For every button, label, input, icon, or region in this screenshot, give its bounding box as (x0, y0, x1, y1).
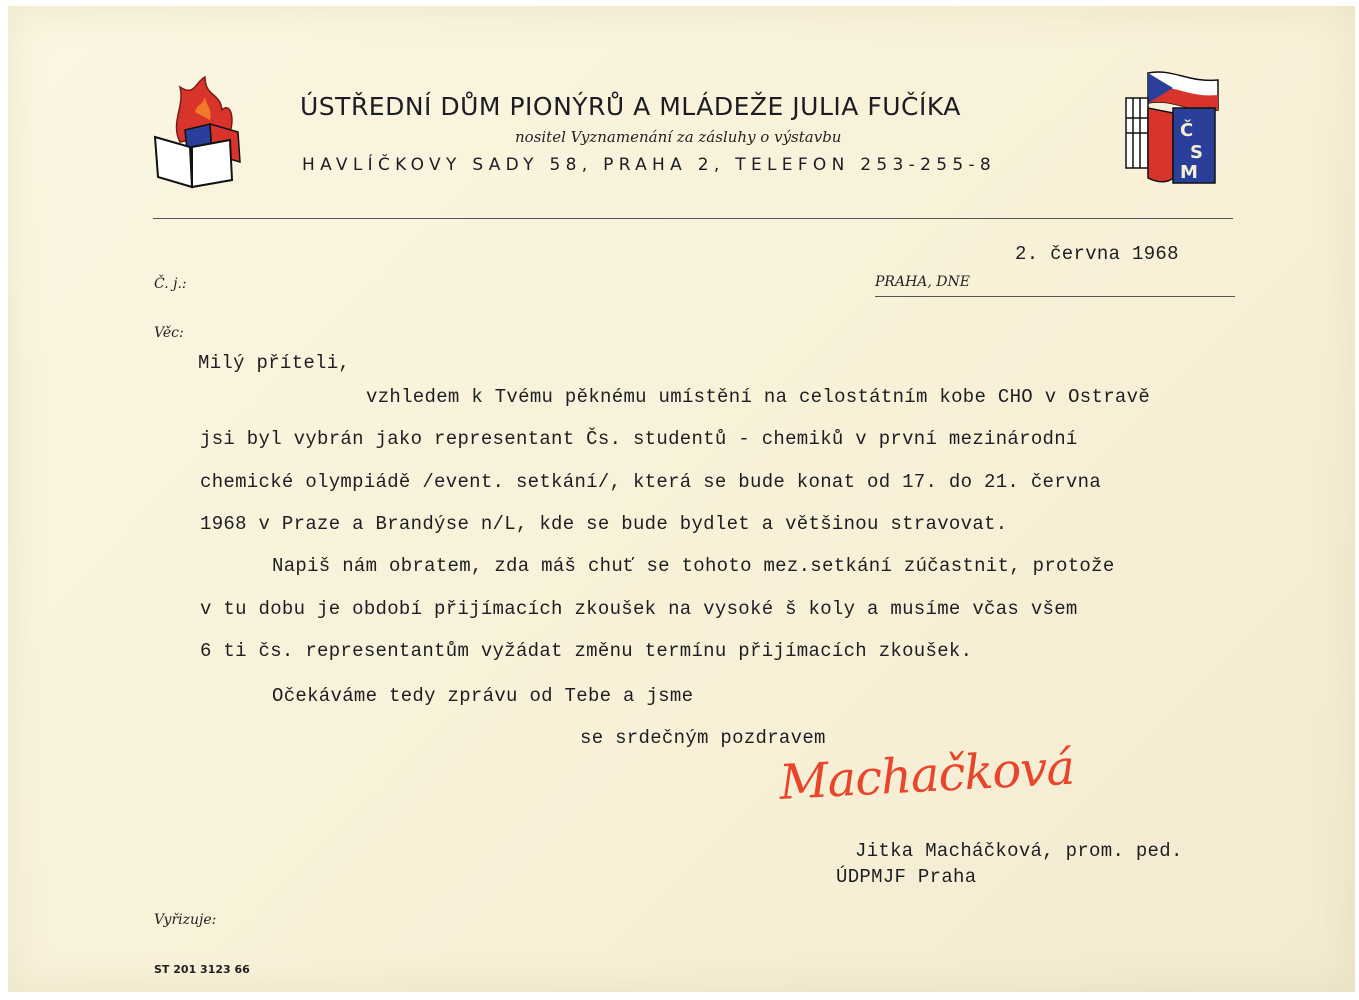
salutation: Milý příteli, (198, 352, 351, 374)
pioneer-flame-book-logo (150, 72, 250, 192)
vyrizuje-label: Vyřizuje: (154, 912, 217, 928)
signatory-name: Jitka Macháčková, prom. ped. (855, 840, 1183, 862)
body-line: vzhledem k Tvému pěknému umístění na celostátním kobe CHO v Ostravě (366, 386, 1151, 408)
svg-text:S: S (1190, 142, 1203, 163)
letter-date: 2. června 1968 (1015, 243, 1179, 265)
city-label: PRAHA, DNE (875, 274, 970, 290)
body-line: Očekáváme tedy zprávu od Tebe a jsme (272, 685, 694, 707)
svg-text:Č: Č (1180, 120, 1194, 141)
letterhead-subtitle: nositel Vyznamenání za zásluhy o výstavbu (515, 128, 842, 146)
svg-text:M: M (1180, 162, 1198, 183)
closing-line: se srdečným pozdravem (580, 727, 826, 749)
form-code: ST 201 3123 66 (154, 963, 250, 976)
letterhead-title: ÚSTŘEDNÍ DŮM PIONÝRŮ A MLÁDEŽE JULIA FUČÍKA (300, 92, 961, 121)
cj-label: Č. j.: (154, 276, 187, 292)
body-line: 1968 v Praze a Brandýse n/L, kde se bude bydlet a většinou stravovat. (200, 513, 1008, 535)
body-line: v tu dobu je období přijímacích zkoušek na vysoké š koly a musíme včas všem (200, 598, 1078, 620)
letterhead-address: HAVLÍČKOVY SADY 58, PRAHA 2, TELEFON 253-255-8 (302, 155, 996, 175)
header-divider (153, 218, 1233, 219)
body-line: jsi byl vybrán jako representant Čs. studentů - chemiků v první mezinárodní (200, 428, 1078, 450)
date-underline (875, 296, 1235, 297)
handwritten-signature: Machačková (778, 739, 1076, 811)
body-line: Napiš nám obratem, zda máš chuť se tohoto mez.setkání zúčastnit, protože (272, 555, 1115, 577)
body-line: 6 ti čs. representantům vyžádat změnu termínu přijímacích zkoušek. (200, 640, 973, 662)
csm-flag-emblem (1118, 68, 1228, 193)
signatory-org: ÚDPMJF Praha (836, 866, 977, 888)
body-line: chemické olympiádě /event. setkání/, která se bude konat od 17. do 21. června (200, 471, 1102, 493)
vec-label: Věc: (154, 325, 184, 341)
